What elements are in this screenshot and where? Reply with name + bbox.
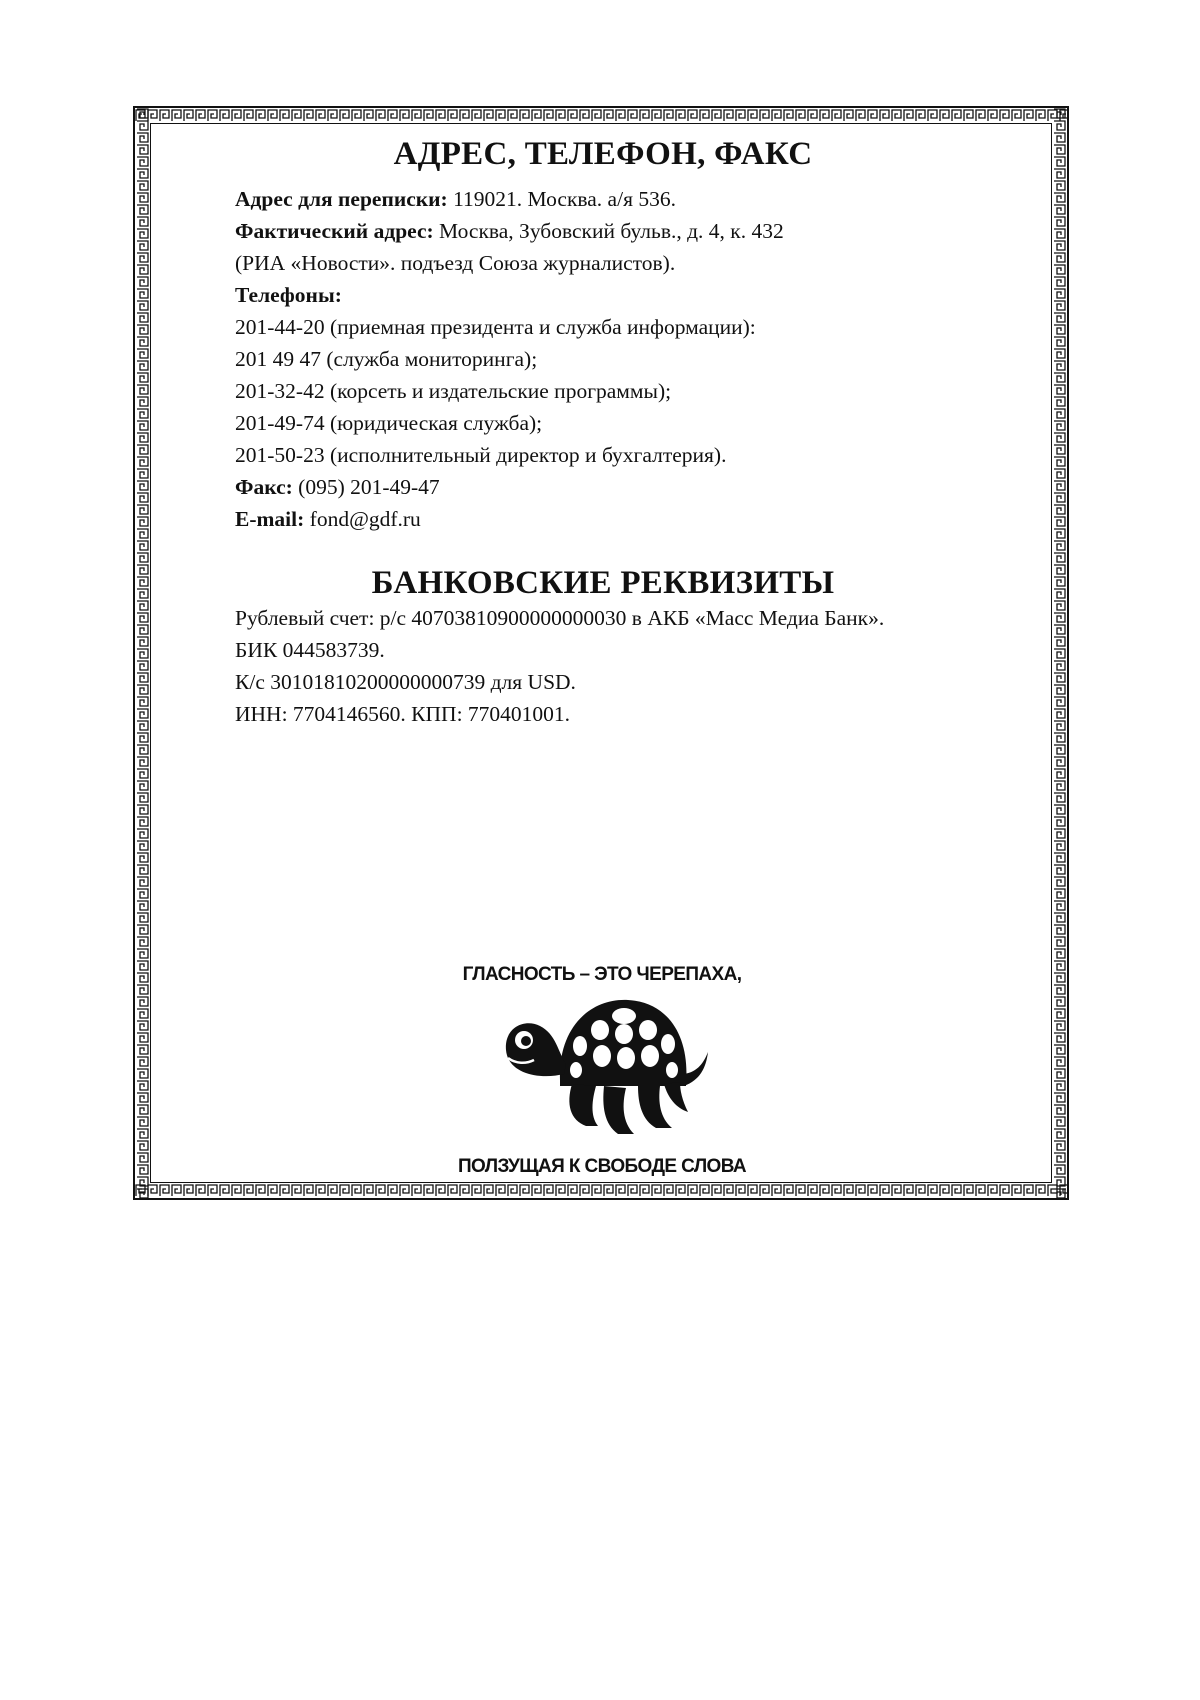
phone-item: 201-50-23 (исполнительный директор и бухгалтерия).	[235, 443, 727, 467]
phones-label: Телефоны:	[235, 283, 342, 307]
page-border	[133, 106, 1069, 1200]
contacts-block	[235, 183, 1035, 535]
border-ornament-left	[135, 108, 150, 1198]
actual-address-note: (РИА «Новости». подъезд Союза журналистов).	[235, 251, 676, 275]
contacts-title: АДРЕС, ТЕЛЕФОН, ФАКС	[393, 136, 813, 172]
turtle-icon	[500, 988, 710, 1148]
phone-item: 201-32-42 (корсеть и издательские программы);	[235, 379, 672, 403]
slogan-top: ГЛАСНОСТЬ – ЭТО ЧЕРЕПАХА,	[462, 964, 742, 985]
fax: Факс: (095) 201-49-47	[235, 475, 440, 499]
phone-item: 201-44-20 (приемная президента и служба информации):	[235, 315, 756, 339]
phone-item: 201 49 47 (служба мониторинга);	[235, 347, 538, 371]
bank-line: К/с 30101810200000000739 для USD.	[235, 670, 576, 694]
bank-block	[235, 602, 1035, 730]
bank-line: БИК 044583739.	[235, 638, 385, 662]
mail-address: Адрес для переписки: 119021. Москва. а/я 536.	[235, 187, 676, 211]
bank-line: Рублевый счет: р/с 40703810900000000030 в АКБ «Масс Медиа Банк».	[235, 606, 885, 630]
emblem	[412, 852, 792, 1182]
border-ornament-bottom	[135, 1183, 1067, 1198]
slogan-bottom: ПОЛЗУЩАЯ К СВОБОДЕ СЛОВА	[457, 1156, 747, 1177]
actual-address: Фактический адрес: Москва, Зубовский бульв., д. 4, к. 432	[235, 219, 784, 243]
content	[235, 136, 1035, 730]
phone-item: 201-49-74 (юридическая служба);	[235, 411, 543, 435]
border-ornament-right	[1052, 108, 1067, 1198]
bank-title: БАНКОВСКИЕ РЕКВИЗИТЫ	[371, 565, 835, 601]
border-ornament-top	[135, 108, 1067, 123]
email: E-mail: fond@gdf.ru	[235, 507, 421, 531]
bank-line: ИНН: 7704146560. КПП: 770401001.	[235, 702, 571, 726]
